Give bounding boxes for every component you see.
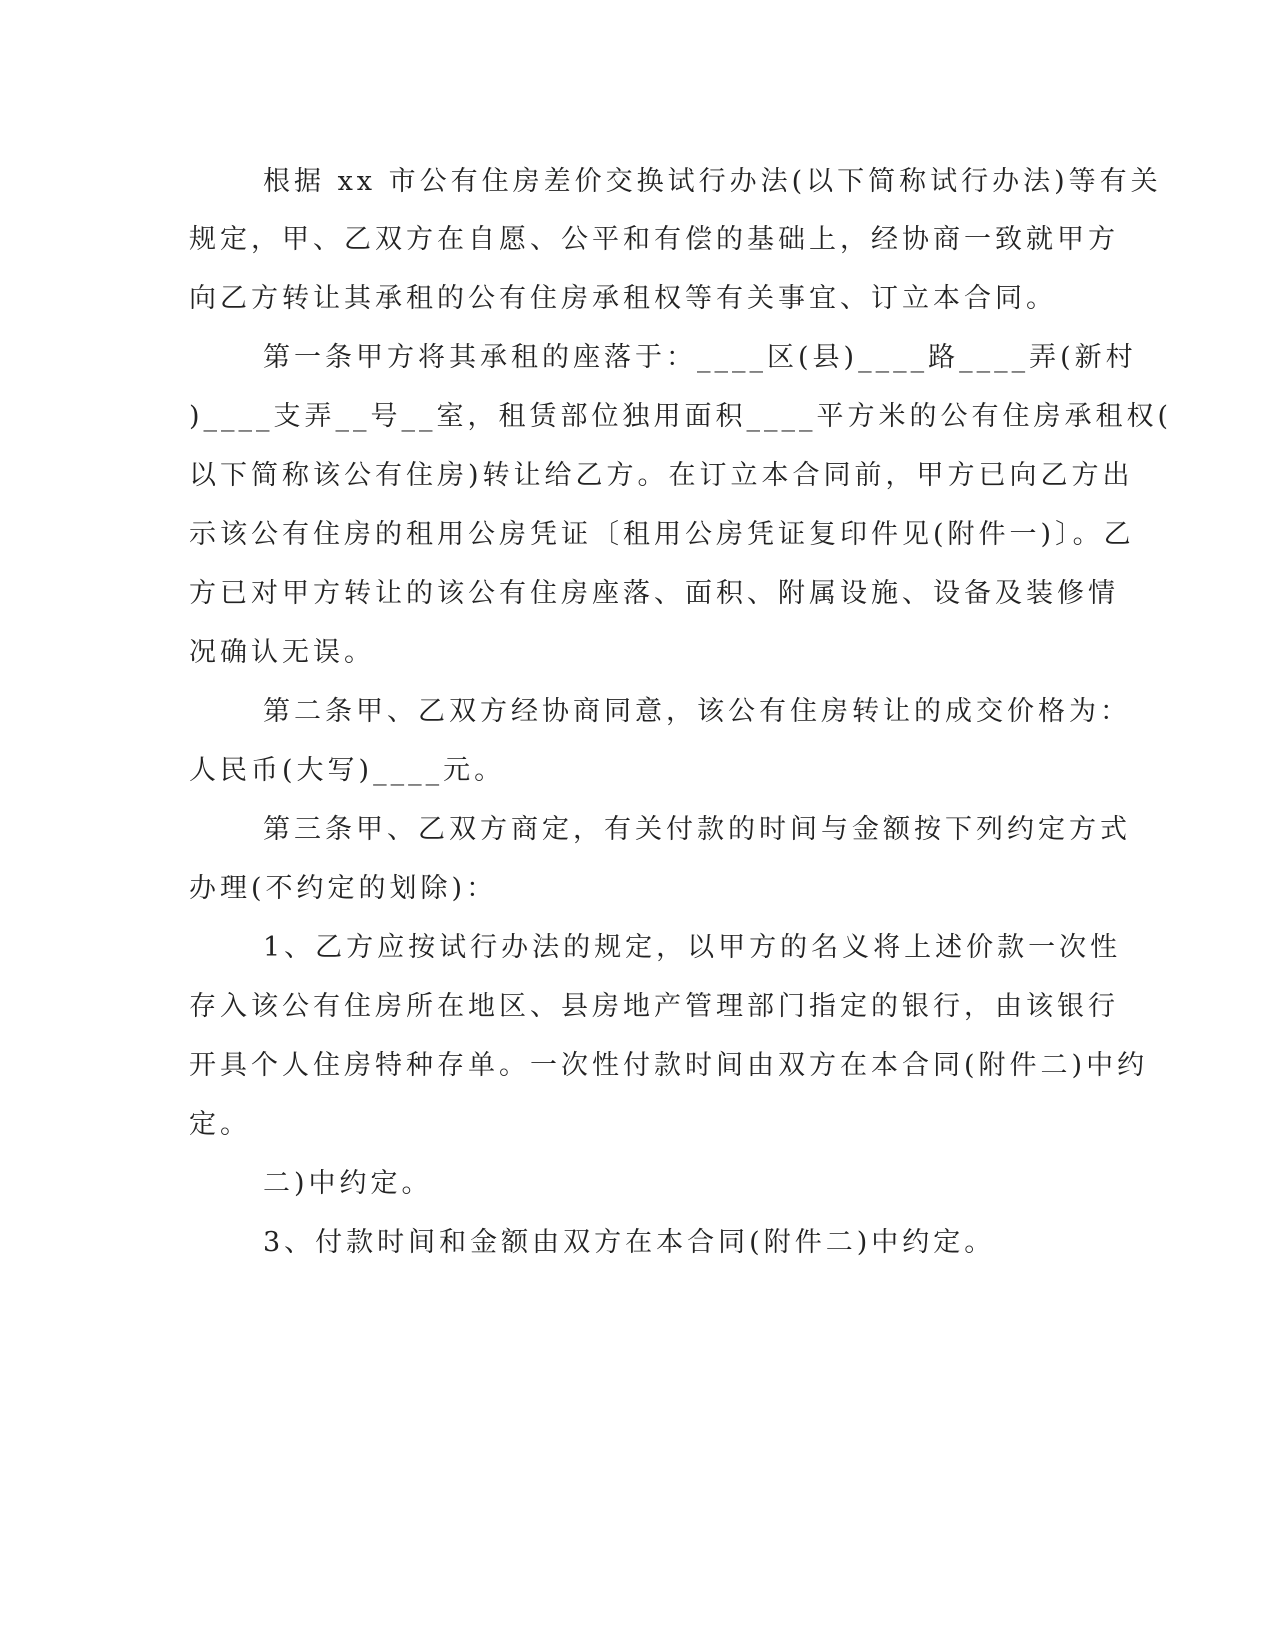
item-1-line-2: 存入该公有住房所在地区、县房地产管理部门指定的银行，由该银行 xyxy=(189,991,1119,1022)
article-2-line-2: 人民币(大写)____元。 xyxy=(189,755,506,786)
item-1-line-4: 定。 xyxy=(189,1109,251,1140)
article-3-line-1: 第三条甲、乙双方商定，有关付款的时间与金额按下列约定方式 xyxy=(263,814,1131,845)
article-1-line-4: 示该公有住房的租用公房凭证〔租用公房凭证复印件见(附件一)〕。乙 xyxy=(189,519,1135,550)
fragment-line: 二)中约定。 xyxy=(263,1168,433,1199)
article-2-line-1: 第二条甲、乙双方经协商同意，该公有住房转让的成交价格为： xyxy=(263,696,1131,727)
article-1-line-3: 以下简称该公有住房)转让给乙方。在订立本合同前，甲方已向乙方出 xyxy=(189,460,1134,491)
paragraph-line-1: 根据 xx 市公有住房差价交换试行办法(以下简称试行办法)等有关 xyxy=(263,166,1162,197)
paragraph-line-3: 向乙方转让其承租的公有住房承租权等有关事宜、订立本合同。 xyxy=(189,283,1057,314)
item-3-line: 3、付款时间和金额由双方在本合同(附件二)中约定。 xyxy=(263,1227,996,1258)
item-1-line-3: 开具个人住房特种存单。一次性付款时间由双方在本合同(附件二)中约 xyxy=(189,1050,1149,1081)
article-1-line-2: )____支弄__号__室，租赁部位独用面积____平方米的公有住房承租权( xyxy=(189,401,1173,432)
article-3-line-2: 办理(不约定的划除)： xyxy=(189,873,498,904)
article-1-line-6: 况确认无误。 xyxy=(189,637,375,668)
item-1-line-1: 1、乙方应按试行办法的规定，以甲方的名义将上述价款一次性 xyxy=(263,932,1122,963)
article-1-line-5: 方已对甲方转让的该公有住房座落、面积、附属设施、设备及装修情 xyxy=(189,578,1119,609)
paragraph-line-2: 规定，甲、乙双方在自愿、公平和有偿的基础上，经协商一致就甲方 xyxy=(189,224,1119,255)
article-1-line-1: 第一条甲方将其承租的座落于：____区(县)____路____弄(新村 xyxy=(263,342,1137,373)
